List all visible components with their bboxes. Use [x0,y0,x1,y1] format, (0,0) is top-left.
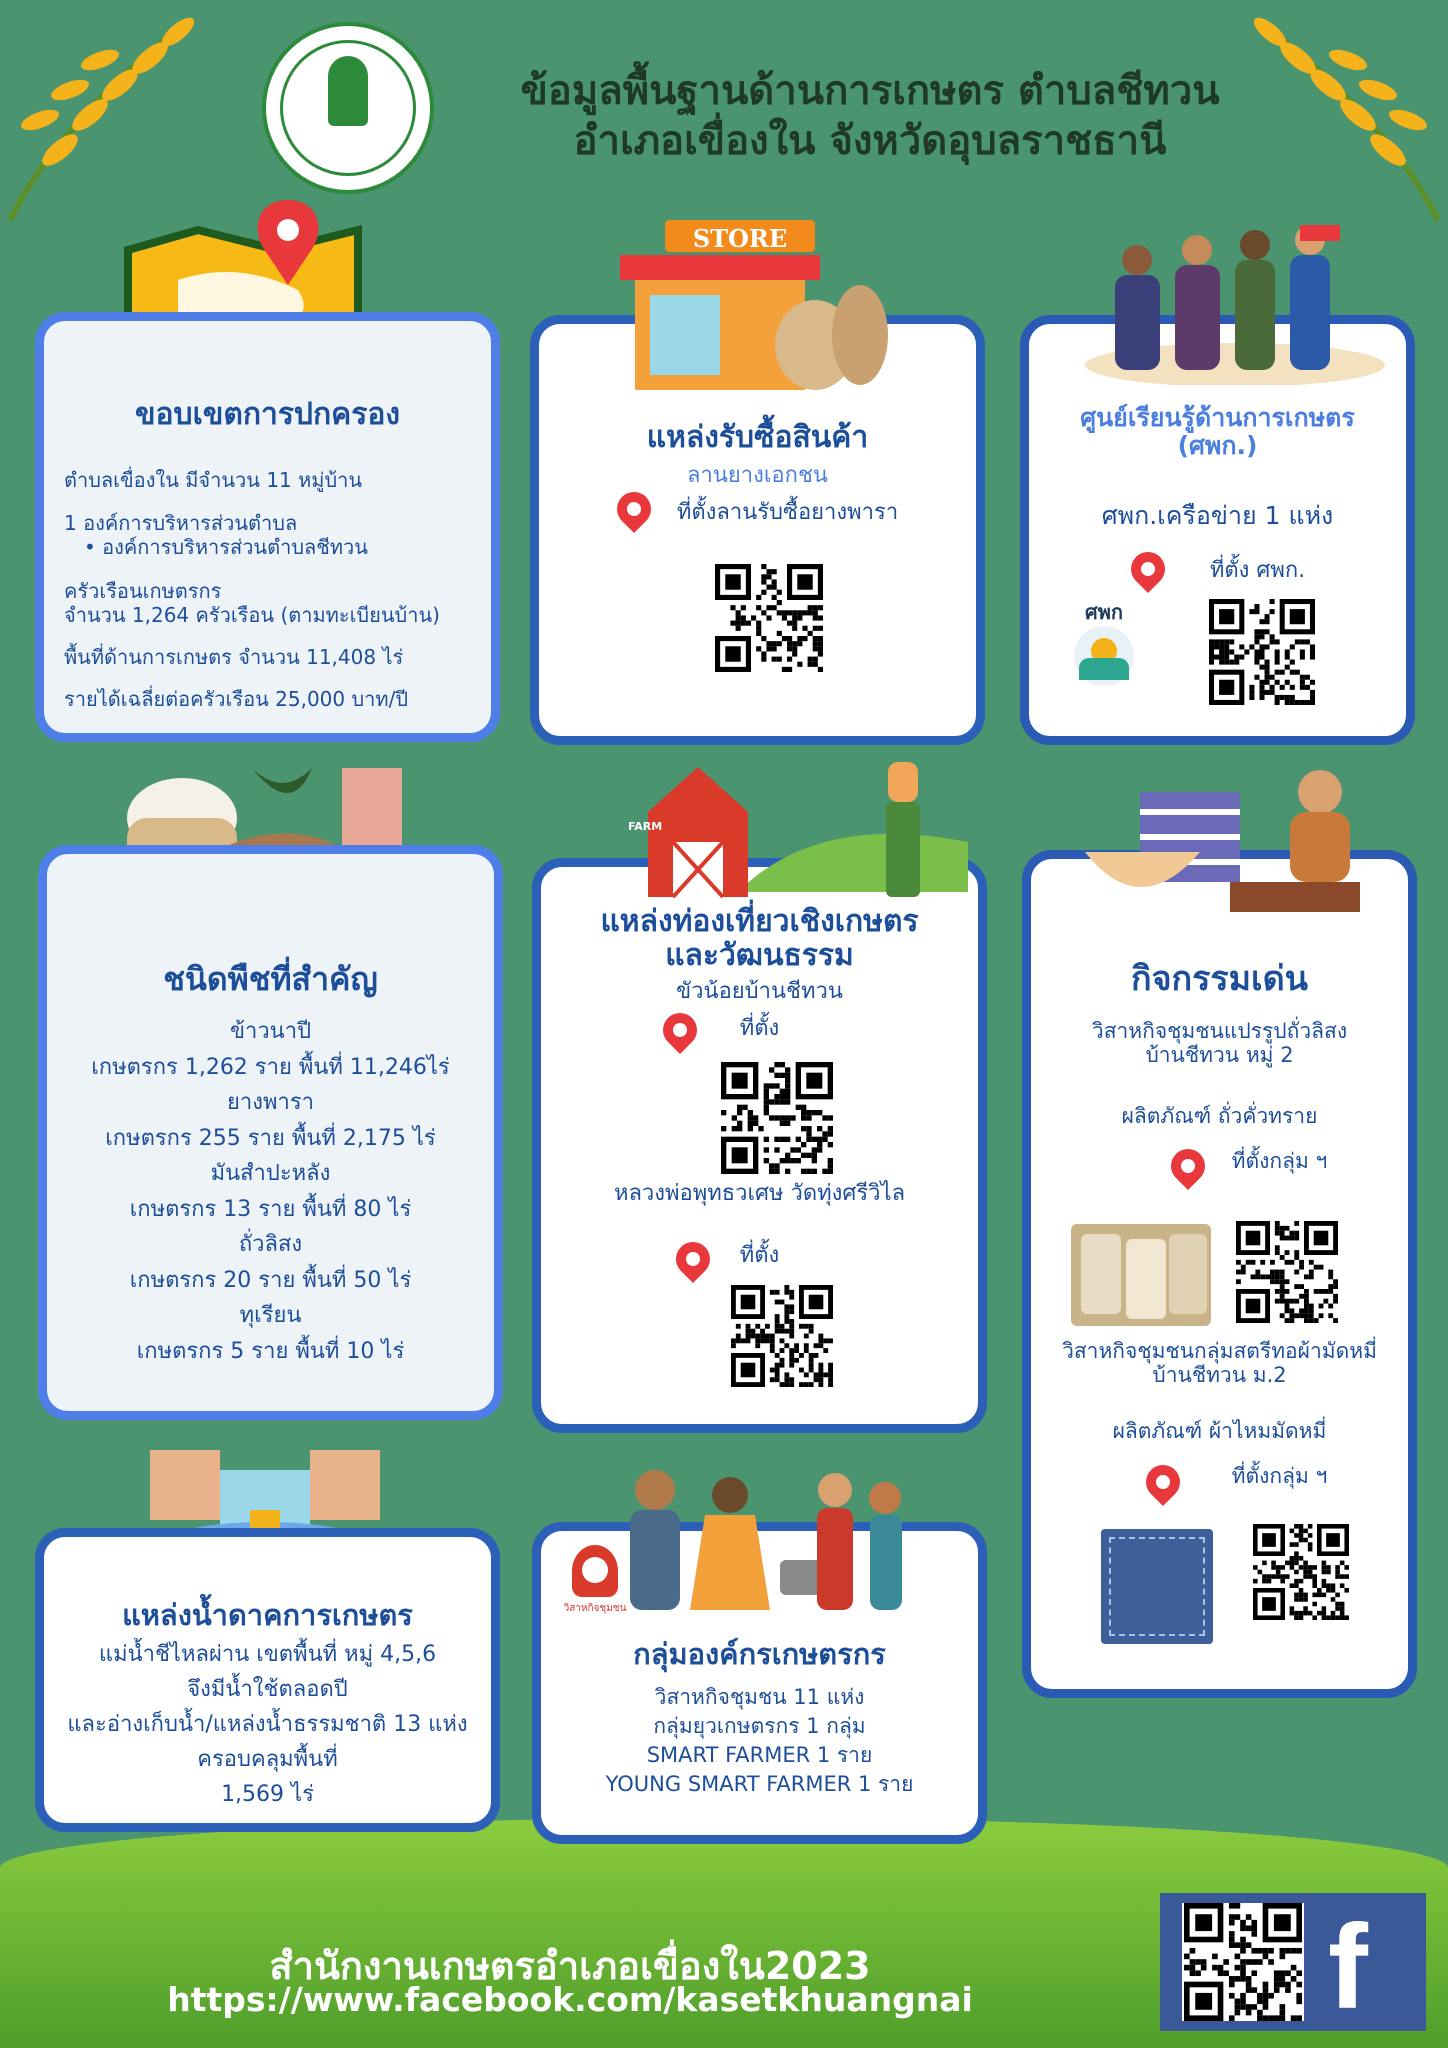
qr-code-activity-1[interactable] [1236,1221,1338,1323]
rice-stalk-left-icon [0,0,230,230]
groups-line: กลุ่มยุวเกษตรกร 1 กลุ่ม [653,1714,866,1738]
footer-url[interactable]: https://www.facebook.com/kasetkhuangnai [167,1980,973,2019]
store-label: STORE [692,224,788,253]
admin-household-label: ครัวเรือนเกษตรกร [64,579,222,603]
activities-card [1022,850,1417,1698]
buy-sub: ลานยางเอกชน [687,463,828,488]
water-line: 1,569 ไร่ [221,1782,314,1807]
activity-enterprise-1: วิสาหกิจชุมชนแปรรูปถั่วลิสง บ้านชีทวน หมู่ 2 [1091,1019,1348,1067]
crop-item: ทุเรียน [239,1303,302,1328]
page-title: ข้อมูลพื้นฐานด้านการเกษตร ตำบลชีทวน อำเภอเขื่องใน จังหวัดอุบลราชธานี [520,68,1220,164]
groups-line: SMART FARMER 1 ราย [646,1743,873,1767]
admin-income: รายได้เฉลี่ยต่อครัวเรือน 25,000 บาท/ปี [64,687,409,711]
crop-item: ข้าวนาปี [229,1019,312,1044]
qr-code-tour-2[interactable] [731,1285,833,1387]
crop-item: เกษตรกร 1,262 ราย พื้นที่ 11,246ไร่ [91,1054,450,1080]
facebook-icon: f [1328,1900,1368,2034]
admin-household-count: จำนวน 1,264 ครัวเรือน (ตามทะเบียนบ้าน) [64,603,440,627]
buy-location[interactable]: ที่ตั้งลานรับซื้อยางพารา [676,500,899,525]
groups-line: YOUNG SMART FARMER 1 ราย [605,1772,914,1796]
activity-location-2[interactable]: ที่ตั้งกลุ่ม ฯ [1231,1464,1328,1488]
crop-item: เกษตรกร 20 ราย พื้นที่ 50 ไร่ [129,1267,412,1293]
footer-office: สำนักงานเกษตรอำเภอเขื่องใน2023 [269,1944,871,1988]
learn-network: ศพก.เครือข่าย 1 แห่ง [1101,501,1334,530]
activity-location-1[interactable]: ที่ตั้งกลุ่ม ฯ [1231,1149,1328,1173]
admin-sao-count: 1 องค์การบริหารส่วนตำบล [64,511,298,535]
crop-item: เกษตรกร 13 ราย พื้นที่ 80 ไร่ [129,1196,412,1222]
farm-sign-label: FARM [628,820,663,833]
groups-title: กลุ่มองค์กรเกษตรกร [633,1637,886,1671]
crop-item: ถั่วลิสง [238,1232,303,1257]
crops-list [47,1014,494,1369]
admin-sao-name: • องค์การบริหารส่วนตำบลชีทวน [84,535,368,559]
peanut-product-image [1071,1224,1211,1326]
qr-code-learning-center[interactable] [1209,599,1315,705]
qr-code-facebook[interactable] [1182,1903,1304,2021]
tour-place-1: ขัวน้อยบ้านชีทวน [676,979,843,1004]
activity-product-1: ผลิตภัณฑ์ ถั่วคั่วทราย [1121,1104,1318,1128]
groups-line: วิสาหกิจชุมชน 11 แห่ง [654,1685,865,1709]
department-seal-logo [262,22,434,194]
water-line: แม่น้ำชีไหลผ่าน เขตพื้นที่ หมู่ 4,5,6 [98,1642,437,1667]
learning-center-logo: ศพก [1059,596,1149,706]
admin-villages: ตำบลเขื่องใน มีจำนวน 11 หมู่บ้าน [64,468,363,492]
groups-details [541,1683,978,1799]
farmers-icon [595,1460,915,1620]
tour-title: แหล่งท่องเที่ยวเชิงเกษตร และวัฒนธรรม [600,904,919,973]
farmers-group-icon [1065,205,1385,385]
crops-card [38,845,503,1420]
water-line: และอ่างเก็บน้ำ/แหล่งน้ำธรรมชาติ 13 แห่ง [67,1712,468,1737]
community-enterprise-logo: วิสาหกิจชุมชน [560,1545,630,1620]
water-title: แหล่งน้ำดาคการเกษตร [122,1598,413,1632]
tour-location-2[interactable]: ที่ตั้ง [739,1243,780,1268]
crop-item: มันสำปะหลัง [210,1161,331,1186]
water-line: จึงมีน้ำใช้ตลอดปี [187,1677,348,1702]
facebook-box[interactable] [1160,1893,1426,2034]
qr-code-activity-2[interactable] [1253,1524,1349,1620]
buy-title: แหล่งรับซื้อสินค้า [646,420,869,455]
crop-item: เกษตรกร 5 ราย พื้นที่ 10 ไร่ [136,1338,405,1364]
silk-fabric-image [1101,1529,1213,1644]
activity-product-2: ผลิตภัณฑ์ ผ้าไหมมัดหมี่ [1112,1419,1327,1443]
crops-title: ชนิดพืชที่สำคัญ [163,960,378,998]
water-details [44,1637,491,1812]
admin-title: ขอบเขตการปกครอง [135,397,400,432]
weaving-icon [1080,762,1390,932]
water-card [35,1528,500,1832]
tourism-card [532,858,987,1433]
admin-area: พื้นที่ด้านการเกษตร จำนวน 11,408 ไร่ [64,645,404,669]
activity-title: กิจกรรมเด่น [1131,959,1308,999]
activity-enterprise-2: วิสาหกิจชุมชนกลุ่มสตรีทอผ้ามัดหมี่ บ้านชีทวน ม.2 [1062,1339,1377,1387]
learn-location[interactable]: ที่ตั้ง ศพก. [1209,558,1306,583]
water-line: ครอบคลุมพื้นที่ [197,1747,338,1772]
tour-place-2: หลวงพ่อพุทธวเศษ วัดทุ่งศรีวิไล [613,1181,906,1206]
crop-item: เกษตรกร 255 ราย พื้นที่ 2,175 ไร่ [105,1125,436,1151]
learn-title: ศูนย์เรียนรู้ด้านการเกษตร (ศพก.) [1080,403,1355,460]
admin-card [35,312,500,742]
qr-code-buy[interactable] [715,564,823,672]
tour-location-1[interactable]: ที่ตั้ง [739,1016,780,1041]
qr-code-tour-1[interactable] [721,1062,833,1174]
crop-item: ยางพารา [226,1090,314,1115]
